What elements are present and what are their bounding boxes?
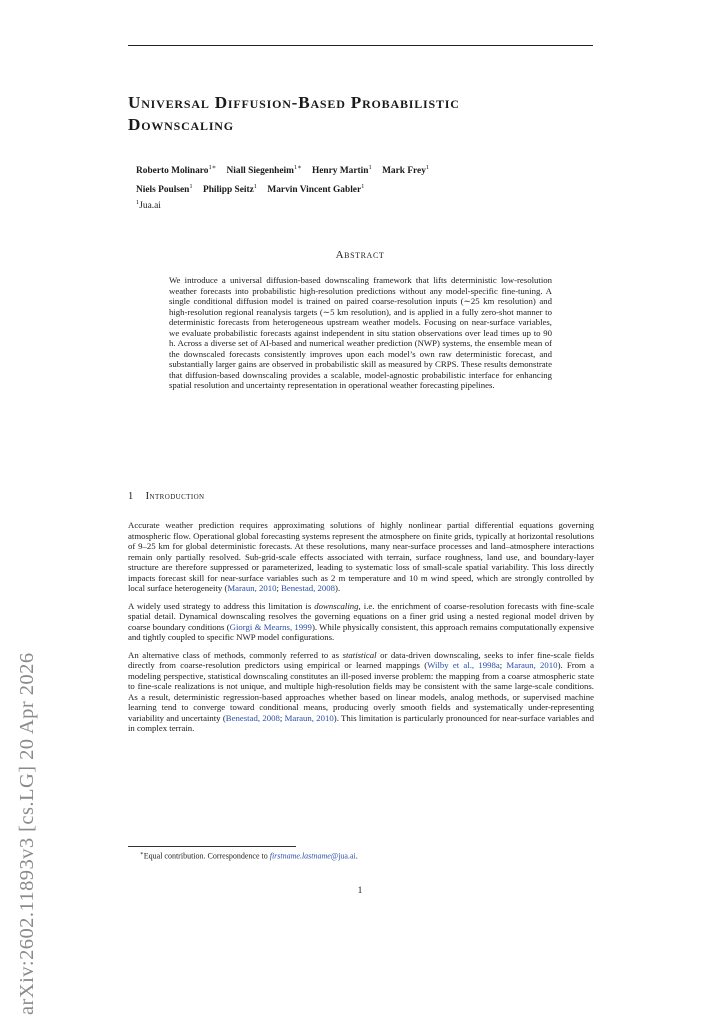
author-mark: 1∗ [208, 164, 217, 171]
author-name: Niall Siegenheim [226, 166, 294, 177]
text-run: ). While physically consistent, this approach remains computationally expensive and tightly coupled to specific NWP model configurations. [128, 621, 594, 642]
text-run: ; [276, 583, 282, 593]
author [267, 185, 364, 195]
citation-link[interactable]: Wilby et al., 1998a [427, 660, 500, 670]
author-mark: 1 [189, 183, 193, 191]
arxiv-sidebar [2, 258, 72, 1015]
title-line-2: Downscaling [128, 115, 234, 134]
author-name: Niels Poulsen [136, 185, 190, 196]
author [382, 166, 429, 176]
footnote-end: . [355, 851, 358, 861]
paragraph-1 [128, 520, 594, 594]
author-line-1 [136, 160, 596, 179]
author-mark: 1 [425, 164, 430, 171]
emphasis: statistical [342, 649, 377, 660]
section-number: 1 [128, 491, 134, 502]
text-run: An alternative class of methods, commonly referred to as [128, 649, 343, 660]
section-title: Introduction [145, 491, 205, 502]
text-run: A widely used strategy to address this limitation is [128, 600, 315, 611]
author [227, 166, 302, 176]
citation-link[interactable]: Benestad, 2008 [225, 712, 280, 723]
author-name: Philipp Seitz [202, 185, 254, 196]
abstract-text: We introduce a universal diffusion-based downscaling framework that lifts deterministic low-resolution weather forecasts into probabilistic high-resolution predictions without any model-specific fine-tuning. A single conditional diffusion model is trained on paired coarse-resolution inputs (∼25 km resolution) and high-resolution regional reanalysis targets (∼5 km resolution), and is applied in a fully zero-shot manner to deterministic forecasts from heterogeneous upstream weather models. Focusing on near-surface variables, we evaluate probabilistic forecasts against independent in situ station observations over lead times up to 90 h. Across a diverse set of AI-based and numerical weather prediction (NWP) systems, the ensemble mean of the downscaled forecasts consistently improves upon each model’s own raw deterministic forecast, and substantially larger gains are observed in probabilistic skill as measured by CRPS. These results demonstrate that diffusion-based downscaling provides a scalable, model-agnostic probabilistic interface for enhancing spatial resolution and uncertainty representation in operational weather forecasting pipelines. [169, 275, 552, 390]
footnote-text: Equal contribution. Correspondence to [143, 851, 270, 861]
text-run: Accurate weather prediction requires approximating solutions of highly nonlinear partial differential equations governing atmospheric flow. Operational global forecasting systems represent the atmosphere on finite grids, typically at horizontal resolutions of 9–25 km for global deterministic forecasts. At these resolutions, many near-surface processes and land–atmosphere interactions remain only partially resolved. Sub-grid-scale effects associated with terrain, surface roughness, land use, and boundary-layer structure are therefore suppressed or parameterized, leading to systematic loss of small-scale spatial variability. This loss directly impacts forecast skill for near-surface variables such as 2 m temperature and 10 m wind speed, which are strongly controlled by local surface heterogeneity ( [128, 520, 594, 593]
affiliation-name: Jua.ai [139, 201, 161, 212]
citation-link[interactable]: Benestad, 2008 [281, 583, 336, 593]
author [312, 166, 372, 176]
footnote-rule [128, 846, 296, 847]
author-name: Marvin Vincent Gabler [267, 185, 362, 196]
abstract-heading: Abstract [335, 249, 385, 261]
email-link[interactable] [270, 852, 356, 861]
affiliation [136, 199, 161, 211]
text-run: ; [279, 712, 285, 723]
author-line-2 [136, 179, 596, 198]
footnote [140, 851, 358, 861]
citation-link[interactable]: Maraun, 2010 [227, 583, 277, 593]
author-mark: 1∗ [293, 164, 302, 171]
arxiv-identifier[interactable]: arXiv:2602.11893v3 [cs.LG] 20 Apr 2026 [16, 652, 38, 1015]
text-run: ). This limitation is particularly pronounced for near-surface variables and in complex terrain. [128, 712, 594, 733]
author-name: Mark Frey [382, 166, 426, 177]
email-domain: @jua.ai [330, 851, 356, 861]
author-mark: 1 [253, 183, 258, 191]
title-line-1: Universal Diffusion-Based Probabilistic [128, 93, 460, 112]
author-mark: 1 [368, 164, 372, 171]
author-mark: 1 [361, 183, 365, 191]
author [203, 185, 257, 195]
citation-link[interactable]: Maraun, 2010 [284, 712, 334, 723]
emphasis: downscaling [314, 600, 359, 611]
paragraph-2 [128, 601, 594, 643]
paragraph-3 [128, 650, 594, 734]
author-name: Roberto Molinaro [136, 166, 209, 177]
affiliation-mark: 1 [136, 199, 140, 206]
body-text [128, 520, 594, 741]
author-name: Henry Martin [311, 166, 369, 177]
page-number: 1 [357, 886, 363, 896]
author [136, 185, 193, 195]
text-run: or data-driven downscaling, seeks to infer fine-scale fields directly from coarse-resolution predictors using empirical or learned mappings ( [128, 649, 594, 670]
text-run: , i.e. the enrichment of coarse-resolution forecasts with fine-scale spatial detail. Dynamical downscaling resolves the governing equations on a finer grid using a nested regional model driven by coarse boundary conditions ( [128, 600, 594, 632]
citation-link[interactable]: Giorgi & Mearns, 1999 [229, 621, 312, 632]
author-list [136, 160, 596, 198]
citation-link[interactable]: Maraun, 2010 [506, 660, 558, 670]
top-rule [128, 45, 593, 46]
email-user: firstname.lastname [269, 851, 331, 861]
paper-title [128, 92, 598, 136]
author [136, 166, 216, 176]
section-heading [128, 491, 205, 502]
text-run: ; [499, 660, 507, 670]
text-run: ). [335, 583, 341, 593]
text-run: ). From a modeling perspective, statistical downscaling constitutes an ill-posed inverse problem: the mapping from a coarse atmospheric state to fine-scale realizations is not unique, and multiple high-resolution fields may be consistent with the same large-scale conditions. As a result, deterministic regression-based approaches whether based on linear models, analog methods, or supervised machine learning tend to converge toward conditional means, producing overly smooth fields and systematically under-representing variability and uncertainty ( [128, 660, 594, 723]
footnote-mark: ∗ [140, 851, 144, 857]
